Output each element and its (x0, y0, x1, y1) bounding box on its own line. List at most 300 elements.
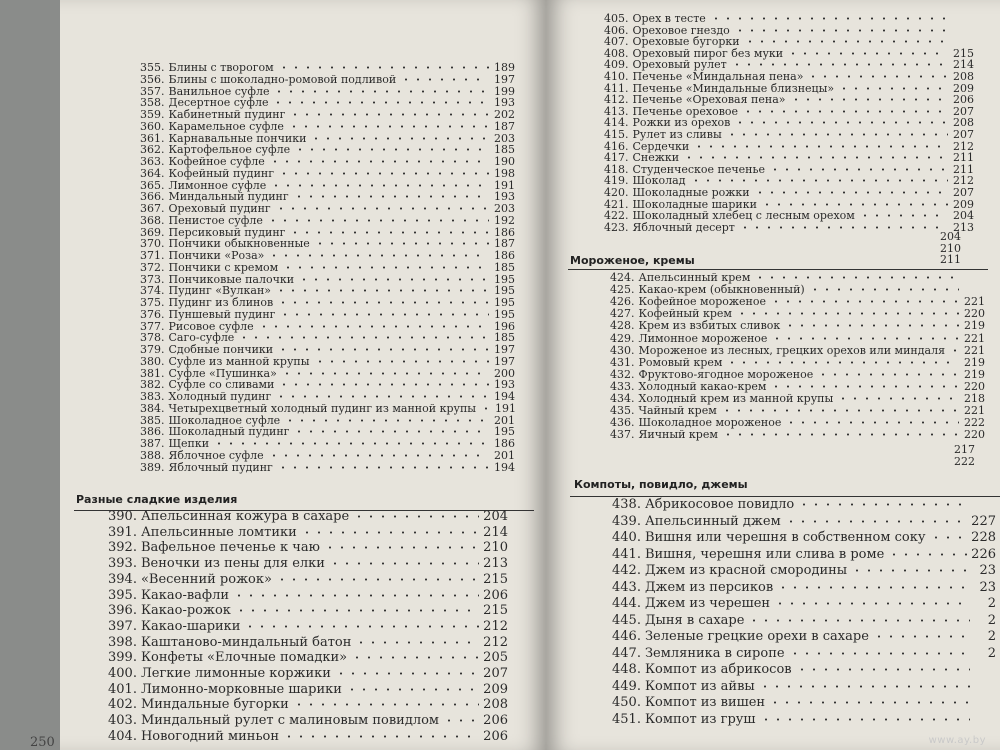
toc-entry-page: 204 (953, 209, 974, 223)
toc-leader-dots (293, 430, 489, 433)
section-heading-ice-cream: Мороженое, кремы (570, 254, 695, 267)
toc-leader-dots (277, 348, 489, 351)
toc-leader-dots (272, 101, 489, 104)
toc-entry (108, 728, 508, 745)
toc-entry-page: 209 (483, 681, 508, 697)
toc-entry-title: Новогодний миньон (140, 728, 280, 744)
toc-leader-dots (288, 125, 489, 128)
toc-entry-number: 392. (108, 540, 137, 556)
toc-entry-title: Четырехцветный холодный пудинг из манной крупы (168, 401, 477, 415)
toc-entry-page: 199 (494, 84, 515, 98)
toc-entry-number: 418. (604, 162, 629, 176)
toc-entry-title: Пончики обыкновенные (168, 237, 310, 251)
toc-leader-dots (787, 52, 948, 55)
toc-entry-number: 443. (612, 579, 641, 595)
toc-entry-title: Рулет из сливы (632, 128, 722, 141)
toc-entry-page: 207 (953, 186, 974, 199)
toc-entry-page: 210 (483, 540, 508, 556)
toc-entry (610, 404, 985, 417)
toc-entry (108, 649, 508, 666)
toc-entry-title: Веночки из пены для елки (140, 556, 325, 572)
toc-entry-title: Вишня, черешня или слива в роме (644, 546, 885, 562)
toc-entry (108, 571, 508, 588)
toc-entry-title: Сдобные пончики (168, 343, 274, 356)
toc-entry-number: 449. (612, 678, 641, 694)
toc-entry-title: Яблочный десерт (632, 220, 735, 234)
toc-leader-dots (731, 63, 948, 66)
toc-entry-page: 186 (494, 437, 515, 450)
toc-entry-page: 195 (494, 272, 515, 286)
toc-entry-title: Ореховые бугорки (632, 35, 740, 49)
toc-leader-dots (346, 688, 479, 691)
toc-entry-title: Кабинетный пудинг (168, 108, 286, 121)
toc-entry-page: 228 (971, 530, 996, 545)
toc-entry-page: 191 (495, 401, 517, 415)
toc-entry-title: Шоколад (632, 174, 686, 188)
toc-entry-number: 395. (108, 587, 137, 603)
toc-leader-dots (276, 578, 479, 581)
toc-entry-title: Рожки из орехов (632, 116, 731, 130)
toc-entry (610, 428, 985, 441)
toc-leader-dots (278, 383, 489, 386)
toc-entry-title: Компот из айвы (644, 678, 755, 694)
toc-entry-number: 413. (604, 104, 629, 118)
toc-entry-number: 366. (140, 190, 165, 204)
toc-entry-title: Миндальный рулет с малиновым повидлом (140, 713, 440, 729)
toc-leader-dots (293, 703, 479, 706)
toc-entry-title: Миндальные бугорки (140, 697, 289, 713)
toc-entry (610, 392, 985, 405)
toc-leader-dots (769, 701, 970, 704)
toc-trailing-page: 211 (940, 253, 961, 267)
toc-entry-title: Апельсинный джем (644, 513, 781, 529)
toc-entry-page: 206 (483, 587, 508, 603)
toc-entry-title: Карнавальные пончики (168, 131, 307, 145)
toc-entry (610, 380, 985, 393)
toc-entry-number: 405. (604, 12, 629, 25)
toc-entry-page: 203 (494, 202, 515, 215)
toc-leader-dots (353, 515, 479, 518)
toc-entry-title: Сердечки (632, 139, 690, 153)
toc-entry-number: 370. (140, 237, 165, 251)
toc-entry-number: 363. (140, 155, 165, 168)
toc-leader-dots (785, 421, 959, 424)
toc-entry-page: 206 (483, 728, 508, 744)
toc-entry-title: Орех в тесте (632, 12, 706, 25)
toc-entry-number: 397. (108, 618, 137, 634)
toc-entry-number: 428. (610, 319, 635, 333)
toc-entry-page: 221 (964, 295, 985, 309)
toc-leader-dots (268, 254, 489, 257)
toc-entry-page: 198 (494, 166, 515, 180)
toc-entry-page: 204 (483, 509, 508, 524)
toc-entry-title: Апельсинная кожура в сахаре (140, 509, 350, 524)
toc-entry-page: 23 (979, 579, 996, 595)
toc-leader-dots (785, 520, 967, 523)
toc-entry-number: 415. (604, 128, 629, 141)
toc-entry (612, 628, 996, 645)
toc-entry (610, 368, 985, 381)
toc-entry (610, 283, 985, 296)
toc-entry-number: 383. (140, 390, 165, 403)
toc-entry-number: 424. (610, 271, 635, 284)
toc-entry-number: 385. (140, 413, 165, 427)
toc-leader-dots (930, 536, 968, 539)
toc-entry-number: 356. (140, 72, 165, 86)
toc-entry-title: Студенческое печенье (632, 162, 765, 176)
toc-entry-page: 220 (964, 428, 985, 442)
toc-entry-page: 192 (494, 213, 515, 227)
toc-entry-page: 221 (964, 343, 986, 357)
toc-entry (612, 562, 996, 579)
toc-entry-title: Печенье «Миндальная пена» (632, 70, 804, 83)
toc-entry-title: Печенье ореховое (632, 104, 739, 118)
toc-entry-page: 187 (494, 119, 515, 133)
toc-leader-dots (726, 361, 959, 364)
toc-entry-title: Пончики «Роза» (168, 249, 265, 262)
toc-entry-title: Карамельное суфле (168, 119, 284, 133)
toc-entry-title: Ромовый крем (638, 355, 723, 369)
toc-entry-page: 185 (494, 331, 515, 345)
toc-entry-number: 427. (610, 307, 635, 321)
toc-leader-dots (329, 562, 479, 565)
toc-entry-page: 193 (494, 96, 515, 110)
toc-entry-title: Лимонное мороженое (638, 331, 768, 345)
toc-entry-number: 439. (612, 513, 641, 529)
toc-leader-dots (789, 652, 970, 655)
toc-leader-dots (233, 594, 479, 597)
toc-entry-page: 186 (494, 249, 515, 262)
toc-leader-dots (281, 372, 489, 375)
toc-entry-page: 191 (494, 178, 515, 192)
toc-entry (612, 546, 996, 563)
toc-entry-number: 369. (140, 225, 165, 239)
toc-entry-number: 393. (108, 556, 137, 572)
toc-entry-title: Абрикосовое повидло (644, 497, 795, 512)
toc-entry-number: 407. (604, 35, 629, 49)
toc-entry-title: Какао-крем (обыкновенный) (638, 283, 805, 297)
toc-entry-title: Фруктово-ягодное мороженое (638, 367, 814, 381)
toc-leader-dots (690, 179, 949, 182)
toc-entry-page: 201 (494, 413, 515, 427)
toc-entry-title: Лимонно-морковные шарики (140, 681, 342, 697)
toc-leader-dots (683, 156, 948, 159)
toc-entry-number: 373. (140, 272, 165, 286)
toc-entry-number: 403. (108, 713, 137, 729)
toc-leader-dots (267, 219, 489, 222)
toc-leader-dots (289, 231, 489, 234)
toc-trailing-page: 204 (940, 230, 961, 243)
toc-entry (108, 524, 508, 541)
toc-leader-dots (400, 78, 489, 81)
toc-entry-title: Шоколадное мороженое (638, 416, 782, 430)
toc-entry-page: 206 (483, 713, 508, 729)
toc-entry-title: Суфле из манной крупы (168, 354, 310, 368)
toc-entry-number: 423. (604, 220, 629, 234)
toc-entry-number: 371. (140, 249, 165, 262)
toc-entry-title: Пончиковые палочки (168, 272, 295, 286)
toc-entry-title: Крем из взбитых сливок (638, 319, 781, 333)
toc-leader-dots (771, 337, 959, 340)
toc-leader-dots (278, 172, 489, 175)
toc-entry-page: 193 (494, 378, 515, 392)
toc-entry-page: 220 (964, 379, 985, 393)
toc-entry (612, 661, 996, 678)
toc-leader-dots (355, 641, 479, 644)
toc-entry-title: Печенье «Ореховая пена» (632, 93, 786, 107)
toc-leader-dots (873, 635, 970, 638)
toc-leader-dots (351, 656, 479, 659)
toc-entry-number: 396. (108, 603, 137, 619)
toc-entry-title: Каштаново-миндальный батон (140, 634, 352, 650)
toc-leader-dots (769, 168, 948, 171)
toc-entry-number: 420. (604, 186, 629, 199)
toc-entry-number: 451. (612, 711, 641, 727)
toc-entry-title: Кофейное мороженое (638, 295, 766, 309)
toc-leader-dots (310, 137, 489, 140)
toc-entry-number: 444. (612, 596, 641, 611)
toc-entry-title: Мороженое из лесных, грецких орехов или миндаля (638, 343, 946, 357)
toc-entry-title: Блины с шоколадно-ромовой подливой (168, 72, 397, 86)
toc-entry-number: 447. (612, 645, 641, 661)
toc-entry-page: 196 (494, 319, 515, 333)
toc-entry-number: 419. (604, 174, 629, 188)
toc-entry-title: Яичный крем (638, 428, 718, 442)
toc-entry (108, 618, 508, 635)
toc-entry-page: 208 (953, 116, 974, 130)
toc-entry-number: 441. (612, 546, 641, 562)
toc-entry-number: 421. (604, 197, 629, 211)
toc-entry-number: 437. (610, 428, 635, 442)
toc-entry-number: 430. (610, 343, 635, 357)
toc-entry-page: 207 (953, 104, 974, 118)
toc-entry-page: 215 (483, 603, 508, 619)
toc-entry-title: Печенье «Миндальные близнецы» (632, 81, 835, 95)
toc-entry-title: Компот из вишен (644, 695, 766, 710)
toc-entry-page: 209 (953, 197, 974, 211)
toc-entry (108, 602, 508, 619)
toc-leader-dots (314, 242, 489, 245)
toc-entry-number: 399. (108, 650, 137, 666)
toc-entry (610, 332, 985, 345)
watermark: www.ay.by (928, 735, 986, 746)
toc-entry (610, 295, 985, 308)
toc-entry-title: Какао-вафли (140, 587, 230, 603)
toc-entry-page: 185 (494, 143, 515, 157)
toc-entry-title: Картофельное суфле (168, 143, 291, 157)
toc-leader-dots (277, 466, 489, 469)
toc-entry-number: 360. (140, 119, 165, 133)
toc-leader-dots (809, 288, 959, 291)
toc-trailing-page: 217 (954, 443, 975, 456)
toc-entry-number: 388. (140, 448, 165, 462)
toc-entry-title: Шоколадное суфле (168, 413, 281, 427)
toc-leader-dots (275, 395, 489, 398)
toc-leader-dots (268, 454, 489, 457)
toc-entry-title: Шоколадные рожки (632, 186, 750, 199)
toc-entry-number: 361. (140, 131, 165, 145)
toc-entry-page: 203 (494, 131, 515, 145)
toc-entry-page: 219 (964, 355, 985, 369)
toc-leader-dots (275, 207, 489, 210)
toc-entry-number: 355. (140, 61, 165, 74)
toc-entry-page: 221 (964, 404, 985, 418)
toc-entry-number: 362. (140, 143, 165, 157)
toc-entry-number: 401. (108, 681, 137, 697)
toc-leader-dots (888, 553, 967, 556)
toc-leader-dots (213, 442, 489, 445)
toc-entry (108, 539, 508, 556)
toc-entry-number: 434. (610, 392, 635, 405)
toc-entry-title: Компот из абрикосов (644, 662, 792, 677)
toc-entry-number: 374. (140, 284, 165, 298)
toc-entry (612, 711, 996, 728)
toc-trailing-page: 210 (940, 241, 961, 255)
toc-entry-page: 214 (953, 58, 974, 72)
toc-entry (612, 645, 996, 662)
toc-entry (108, 665, 508, 682)
toc-entry-page: 186 (494, 225, 515, 239)
toc-entry-title: Шоколадные шарики (632, 197, 757, 211)
toc-entry-number: 436. (610, 416, 635, 430)
toc-entry-title: Шоколадный пудинг (168, 425, 290, 439)
toc-entry-title: Холодный какао-крем (638, 379, 767, 393)
toc-entry-number: 411. (604, 81, 629, 95)
toc-entry-title: Щепки (168, 437, 210, 450)
toc-leader-dots (760, 718, 970, 721)
toc-entry-number: 429. (610, 331, 635, 345)
toc-entry-number: 391. (108, 524, 137, 540)
toc-entry-number: 379. (140, 343, 165, 356)
toc-entry-number: 398. (108, 634, 137, 650)
toc-entry-number: 358. (140, 96, 165, 110)
toc-entry-number: 438. (612, 497, 641, 512)
toc-entry-title: Суфле со сливами (168, 378, 275, 392)
toc-entry-title: Пудинг «Вулкан» (168, 284, 272, 298)
toc-entry-page: 212 (953, 174, 974, 188)
toc-leader-dots (275, 289, 489, 292)
toc-entry-page: 200 (494, 366, 515, 380)
toc-entry-title: Яблочное суфле (168, 448, 264, 462)
toc-entry (612, 595, 996, 612)
toc-entry-page: 197 (494, 72, 515, 86)
toc-entry (612, 694, 996, 711)
toc-entry-page: 189 (494, 61, 515, 74)
toc-entry-page: 219 (964, 319, 985, 333)
toc-entry (108, 634, 508, 651)
toc-entry-title: Десертное суфле (168, 96, 269, 110)
toc-leader-dots (324, 546, 479, 549)
toc-entry-page: 214 (483, 524, 508, 540)
toc-entry-number: 367. (140, 202, 165, 215)
toc-leader-dots (443, 719, 479, 722)
toc-leader-dots (693, 145, 948, 148)
toc-leader-dots (744, 40, 948, 43)
toc-entry (612, 678, 996, 695)
toc-entry-page: 23 (979, 563, 996, 578)
toc-entry-number: 406. (604, 23, 629, 37)
toc-entry-number: 414. (604, 116, 629, 130)
toc-entry-number: 431. (610, 355, 635, 369)
toc-entry (610, 271, 985, 284)
toc-leader-dots (777, 586, 970, 589)
toc-leader-dots (258, 325, 489, 328)
toc-leader-dots (784, 324, 959, 327)
toc-leader-dots (759, 685, 970, 688)
toc-entry-page: 215 (483, 571, 508, 587)
toc-entry (612, 529, 996, 546)
toc-entry (140, 461, 515, 474)
toc-entry-title: Конфеты «Елочные помадки» (140, 650, 348, 666)
toc-entry-number: 378. (140, 331, 165, 345)
toc-entry-title: Джем из персиков (644, 579, 774, 595)
toc-leader-dots (294, 148, 489, 151)
toc-entry-number: 394. (108, 571, 137, 587)
toc-entry-page: 211 (953, 151, 974, 165)
toc-entry-number: 387. (140, 437, 165, 450)
toc-entry-number: 380. (140, 354, 165, 368)
toc-entry-number: 381. (140, 366, 165, 380)
toc-entry-page: 187 (494, 237, 515, 251)
toc-entry-page: 185 (494, 260, 515, 274)
toc-entry-page: 190 (494, 155, 515, 168)
toc-entry-number: 425. (610, 283, 635, 297)
toc-leader-dots (726, 133, 948, 136)
toc-entry-page: 209 (953, 81, 974, 95)
toc-entry-number: 440. (612, 530, 641, 545)
toc-entry-page: 207 (483, 666, 508, 681)
toc-entry-page: 212 (483, 618, 508, 634)
toc-entry (108, 681, 508, 698)
toc-entry-title: Чайный крем (638, 404, 717, 418)
toc-leader-dots (721, 409, 959, 412)
toc-entry (108, 587, 508, 604)
toc-entry-title: Рисовое суфле (168, 319, 254, 333)
toc-entry-title: Пуншевый пудинг (168, 307, 276, 321)
toc-entry-number: 446. (612, 629, 641, 644)
toc-entry-page: 197 (494, 343, 515, 356)
toc-entry-title: Вишня или черешня в собственном соку (644, 530, 926, 545)
toc-leader-dots (770, 385, 959, 388)
toc-entry-title: Кофейный пудинг (168, 166, 275, 180)
toc-entry-page: 197 (494, 354, 515, 368)
toc-entry-number: 435. (610, 404, 635, 418)
toc-entry-number: 384. (140, 401, 165, 415)
toc-entry-page: 218 (964, 392, 985, 405)
toc-entry-title: Шоколадный хлебец с лесным орехом (632, 209, 855, 223)
toc-leader-dots (742, 110, 948, 113)
toc-entry-title: Холодный крем из манной крупы (638, 392, 834, 405)
toc-entry-number: 359. (140, 108, 165, 121)
toc-entry-page: 193 (494, 190, 515, 204)
toc-entry-title: Кофейный крем (638, 307, 732, 321)
toc-leader-dots (335, 672, 479, 675)
toc-trailing-page: 222 (954, 455, 975, 469)
toc-entry-page: 2 (987, 629, 996, 644)
toc-entry-title: Апельсинный крем (638, 271, 751, 284)
toc-leader-dots (838, 87, 948, 90)
toc-entry-page: 195 (494, 296, 515, 309)
toc-entry-title: Яблочный пудинг (168, 460, 273, 474)
toc-leader-dots (949, 349, 959, 352)
toc-leader-dots (244, 625, 479, 628)
toc-entry-number: 400. (108, 666, 137, 681)
toc-entry-number: 412. (604, 93, 629, 107)
toc-entry-title: «Весенний рожок» (140, 571, 272, 587)
toc-entry-title: Апельсинные ломтики (140, 524, 297, 540)
toc-entry-page: 207 (953, 128, 974, 141)
toc-leader-dots (277, 301, 489, 304)
